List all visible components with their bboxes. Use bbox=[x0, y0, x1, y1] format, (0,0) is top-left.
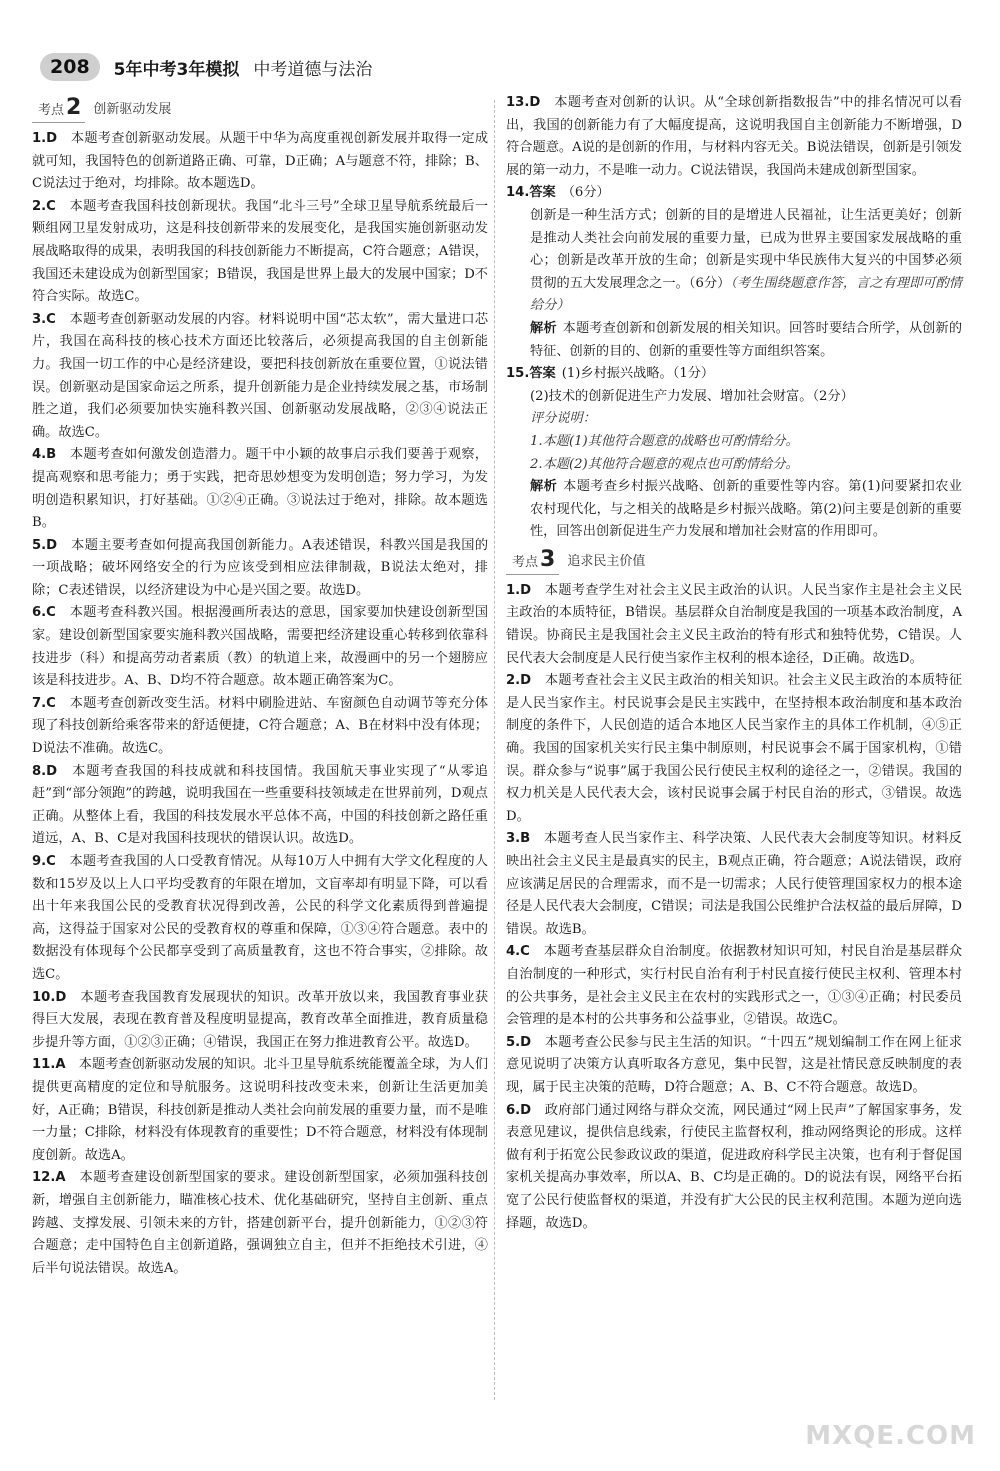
answer-item: 8.D 本题考查我国的科技成就和科技国情。我国航天事业实现了“从零追赶”到“部分领跑”的跨越，说明我国在一些重要科技领域走在世界前列，D观点正确。从整体上看，我国的科技发展水平总体不高，中国的科技创新之路任重道远，A、B、C是对我国科技现状的错误认识。故选D。 bbox=[32, 763, 488, 847]
subject-title: 中考道德与法治 bbox=[253, 59, 373, 80]
answer-item: 5.D 本题主要考查如何提高我国创新能力。A表述错误，科教兴国是我国的一项战略；破坏网络安全的行为应该受到相应法律制裁，B说法太绝对，排除；C表述错误，以经济建设为中心是兴国之要。故选D。 bbox=[32, 537, 489, 598]
left-column bbox=[32, 96, 488, 1280]
answer-item: 4.C 本题考查基层群众自治制度。依据教材知识可知，村民自治是基层群众自治制度的一种形式，实行村民自治有利于村民直接行使民主权利、管理本村的公共事务，是社会主义民主在农村的实践形式之一，①③④正确；村民委员会管理的是本村的公共事务和公益事业，②错误。故选C。 bbox=[506, 944, 963, 1028]
answer-item: 6.C 本题考查科教兴国。根据漫画所表达的意思，国家要加快建设创新型国家。建设创新型国家要实施科教兴国战略，需要把经济建设重心转移到依靠科技进步（科）和提高劳动者素质（教）的轨道上来，故漫画中的另一个翅膀应该是科技进步。A、B、D均不符合题意。故本题正确答案为C。 bbox=[32, 605, 489, 689]
answer-item: 2.D 本题考查社会主义民主政治的相关知识。社会主义民主政治的本质特征是人民当家作主。村民说事会是民主实践中，在坚持根本政治制度和基本政治制度的条件下，人民创造的适合本地区人民当家作主的具体工作机制，④⑤正确。我国的国家机关实行民主集中制原则，村民说事会不属于国家机构，①错误。群众参与“说事”属于我国公民行使民主权利的途径之一，②错误。我国的权力机关是人民代表大会，该村民说事会属于村民自治的形式，③错误。故选D。 bbox=[506, 673, 963, 824]
column-divider bbox=[494, 100, 495, 1400]
section-title: 创新驱动发展 bbox=[93, 101, 172, 117]
book-title: 5年中考3年模拟 bbox=[113, 59, 240, 80]
section-title: 追求民主价值 bbox=[567, 553, 646, 569]
section-tag: 考点3 bbox=[506, 549, 559, 576]
answer-item-15: 15.答案 (1)乡村振兴战略。（1分） (2)技术的创新促进生产力发展、增加社会财富。（2分） 评分说明： 1.本题(1)其他符合题意的战略也可酌情给分。 2.本题(2)其他符合题意的观点也可酌情给分。 解析 本题考查乡村振兴战略、创新的重要性等内容。第(1)问要紧扣农业农村现代化，与之相关的战略是乡村振兴战略。第(2)问主要是创新的重要性，回答出创新促进生产力发展和增加社会财富的作用即可。 bbox=[506, 366, 962, 540]
answer-item: 9.C 本题考查我国的人口受教育情况。从每10万人中拥有大学文化程度的人数和15岁及以上人口平均受教育的年限在增加，文盲率却有明显下降，可以看出十年来我国公民的受教育状况得到改善，公民的科学文化素质得到普遍提高，这得益于国家对公民的受教育权的尊重和保障，①③④符合题意。表中的数据没有体现每个公民都享受到了高质量教育，这也不符合事实，②排除。故选C。 bbox=[32, 854, 489, 982]
answer-item: 1.D 本题考查创新驱动发展。从题干中华为高度重视创新发展并取得一定成就可知，我国特色的创新道路正确、可靠，D正确；A与题意不符，排除；B、C说法过于绝对，均排除。故本题选D。 bbox=[32, 131, 489, 192]
watermark-text: MXQE.COM bbox=[805, 1421, 976, 1451]
answer-item: 11.A 本题考查创新驱动发展的知识。北斗卫星导航系统能覆盖全球，为人们提供更高精度的定位和导航服务。这说明科技改变未来，创新让生活更加美好，A正确；B错误，科技创新是推动人类社会向前发展的重要力量，而不是唯一力量；C排除，材料没有体现教育的重要性；D不符合题意，材料没有体现制度创新。故选A。 bbox=[32, 1057, 489, 1163]
section-heading bbox=[32, 94, 488, 122]
answer-item: 12.A 本题考查建设创新型国家的要求。建设创新型国家，必须加强科技创新，增强自主创新能力，瞄准核心技术、优化基础研究，坚持自主创新、重点跨越、支撑发展、引领未来的方针，搭建创新平台，提升创新能力，①②③符合题意；走中国特色自主创新道路，强调独立自主，但并不拒绝技术引进，④后半句说法错误。故选A。 bbox=[32, 1170, 489, 1276]
answer-item: 4.B 本题考查如何激发创造潜力。题干中小颖的故事启示我们要善于观察，提高观察和思考能力；勇于实践，把奇思妙想变为发明创造；努力学习，为发明创造积累知识，打好基础。①②④正确。③说法过于绝对，排除。故本题选B。 bbox=[32, 447, 488, 531]
answer-item: 3.B 本题考查人民当家作主、科学决策、人民代表大会制度等知识。材料反映出社会主义民主是最真实的民主，B观点正确，符合题意；A说法错误，政府应该满足居民的合理需求，而不是一切需求；人民行使管理国家权力的根本途径是人民代表大会制度，C错误；司法是我国公民维护合法权益的最后屏障，D错误。故选B。 bbox=[506, 831, 962, 937]
answer-item: 1.D 本题考查学生对社会主义民主政治的认识。人民当家作主是社会主义民主政治的本质特征，B错误。基层群众自治制度是我国的一项基本政治制度，A错误。协商民主是我国社会主义民主政治的特有形式和独特优势，C错误。人民代表大会制度是人民行使当家作主权利的根本途径，D正确。故选D。 bbox=[506, 582, 963, 666]
answer-item: 5.D 本题考查公民参与民主生活的知识。“十四五”规划编制工作在网上征求意见说明了决策方认真听取各方意见，集中民智，这是社情民意反映制度的表现，属于民主决策的范畴，D符合题意；A、B、C不符合题意。故选D。 bbox=[506, 1034, 963, 1095]
right-column bbox=[506, 92, 962, 1235]
section-heading bbox=[506, 546, 962, 574]
answer-item: 3.C 本题考查创新驱动发展的内容。材料说明中国“芯太软”，需大量进口芯片，我国在高科技的核心技术方面还比较落后，必须提高我国的自主创新能力。我国一切工作的中心是经济建设，要把科技创新放在重要位置，①说法错误。创新驱动是国家命运之所系，提升创新能力是企业持续发展之基，市场制胜之道，我们必须要加快实施科教兴国、创新驱动发展战略，②③④说法正确。故选C。 bbox=[32, 311, 489, 440]
page-number: 208 bbox=[40, 53, 100, 81]
answer-item: 6.D 政府部门通过网络与群众交流，网民通过“网上民声”了解国家事务，发表意见建议，提供信息线索，行使民主监督权利，推动网络舆论的形成。这样做有利于拓宽公民参政议政的渠道，促进政府科学民主决策，也有利于督促国家机关提高办事效率，所以A、B、C均是正确的。D的说法有误，网络平台拓宽了公民行使监督权的渠道，并没有扩大公民的民主权利范围。本题为逆向选择题，故选D。 bbox=[506, 1102, 963, 1231]
answer-item: 13.D 本题考查对创新的认识。从“全球创新指数报告”中的排名情况可以看出，我国的创新能力有了大幅度提高，这说明我国自主创新能力不断增强，D符合题意。A说的是创新的作用，与材料内容无关。B说法错误，创新是引领发展的第一动力，不是唯一动力。C说法错误，我国尚未建成创新型国家。 bbox=[506, 95, 963, 178]
section-tag: 考点2 bbox=[32, 97, 85, 124]
page-header bbox=[40, 52, 372, 82]
answer-item: 7.C 本题考查创新改变生活。材料中刷脸进站、车窗颜色自动调节等充分体现了科技创新给乘客带来的舒适便捷，C符合题意；A、B在材料中没有体现；D说法不准确。故选C。 bbox=[32, 695, 489, 757]
answer-item: 10.D 本题考查我国教育发展现状的知识。改革开放以来，我国教育事业获得巨大发展，表现在教育普及程度明显提高，教育改革全面推进，教育质量稳步提升等方面，①②③正确；④错误，我国正在努力推进教育公平。故选D。 bbox=[32, 989, 489, 1050]
answer-item-14: 14.答案 （6分） 创新是一种生活方式；创新的目的是增进人民福祉，让生活更美好；创新是推动人类社会向前发展的重要力量，已成为世界主要国家发展战略的重心；创新是改革开放的生命；创新是实现中华民族伟大复兴的中国梦必须贯彻的五大发展理念之一。（6分）（考生围绕题意作答，言之有理即可酌情给分） 解析 本题考查创新和创新发展的相关知识。回答时要结合所学，从创新的特征、创新的目的、创新的重要性等方面组织答案。 bbox=[506, 185, 963, 359]
answer-item: 2.C 本题考查我国科技创新现状。我国“北斗三号”全球卫星导航系统最后一颗组网卫星发射成功，这是科技创新带来的发展变化，是我国实施创新驱动发展战略取得的成果，表明我国的科技创新能力不断提高，C符合题意；A错误，我国还未建设成为创新型国家；B错误，我国是世界上最大的发展中国家；D不符合实际。故选C。 bbox=[32, 198, 489, 305]
